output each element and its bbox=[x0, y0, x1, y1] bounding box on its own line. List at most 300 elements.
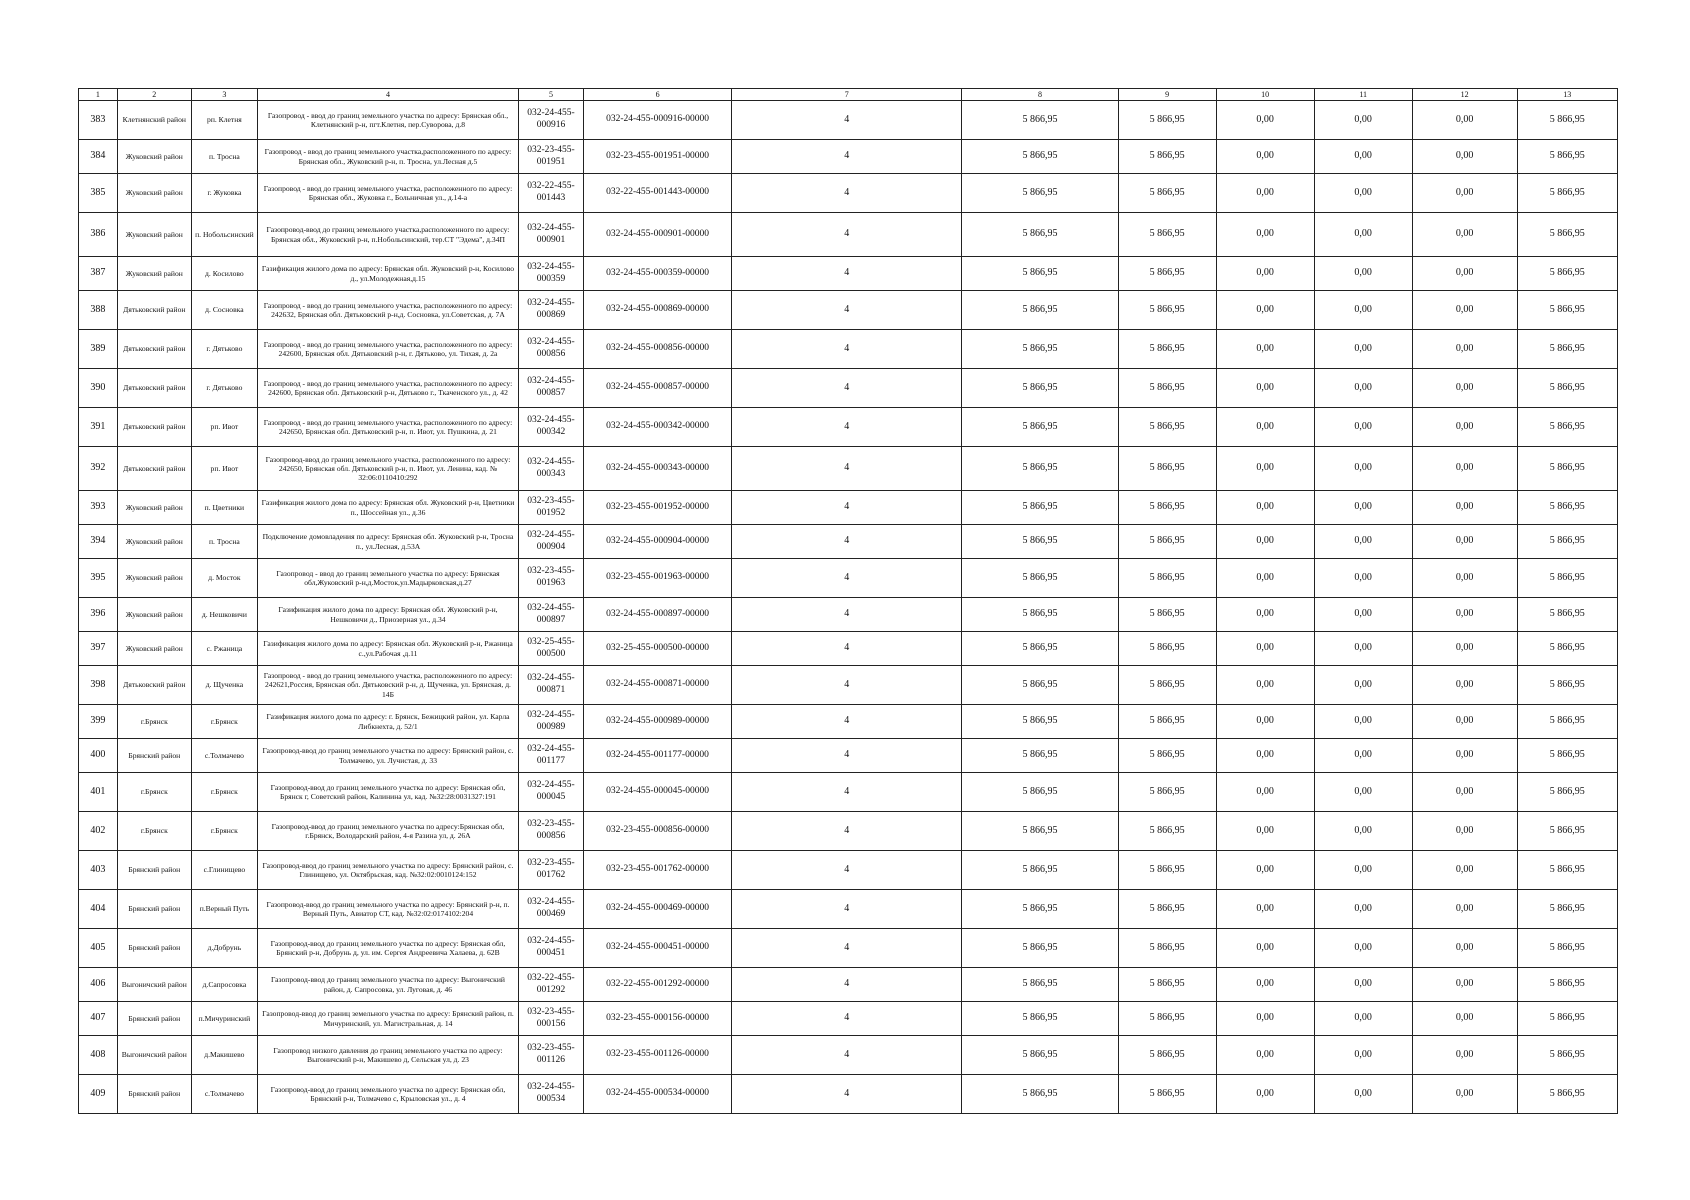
column-9-value: 5 866,95 bbox=[1118, 929, 1216, 968]
column-11-value: 0,00 bbox=[1314, 739, 1412, 773]
row-number: 398 bbox=[79, 666, 118, 705]
object-id-cell: 032-23-455-001951-00000 bbox=[583, 140, 731, 174]
district-cell: Брянский район bbox=[117, 851, 191, 890]
column-10-value: 0,00 bbox=[1216, 598, 1314, 632]
row-number: 391 bbox=[79, 408, 118, 447]
column-11-value: 0,00 bbox=[1314, 559, 1412, 598]
column-10-value: 0,00 bbox=[1216, 773, 1314, 812]
column-13-value: 5 866,95 bbox=[1517, 773, 1617, 812]
column-13-value: 5 866,95 bbox=[1517, 598, 1617, 632]
cadastral-number-cell: 032-24-455-000469 bbox=[519, 890, 584, 929]
object-address-cell: Газопровод-ввод до границ земельного участка по адресу: Брянский район, с. Глинищево, ул. Октябрьская, кад. №32:02:0010124:152 bbox=[257, 851, 518, 890]
column-10-value: 0,00 bbox=[1216, 1002, 1314, 1036]
object-address-cell: Газопровод-ввод до границ земельного участка по адресу:Брянская обл, г.Брянск, Володарский район, 4-я Разина ул, д. 26А bbox=[257, 812, 518, 851]
column-11-value: 0,00 bbox=[1314, 632, 1412, 666]
column-9-value: 5 866,95 bbox=[1118, 101, 1216, 140]
column-10-value: 0,00 bbox=[1216, 929, 1314, 968]
column-12-value: 0,00 bbox=[1412, 1036, 1517, 1075]
column-10-value: 0,00 bbox=[1216, 291, 1314, 330]
cadastral-number-cell: 032-23-455-001951 bbox=[519, 140, 584, 174]
column-11-value: 0,00 bbox=[1314, 1002, 1412, 1036]
column-10-value: 0,00 bbox=[1216, 525, 1314, 559]
column-12-value: 0,00 bbox=[1412, 851, 1517, 890]
column-8-value: 5 866,95 bbox=[962, 1036, 1118, 1075]
column-12-value: 0,00 bbox=[1412, 705, 1517, 739]
column-10-value: 0,00 bbox=[1216, 1036, 1314, 1075]
locality-cell: г. Жуковка bbox=[191, 174, 257, 213]
column-13-value: 5 866,95 bbox=[1517, 1075, 1617, 1114]
column-13-value: 5 866,95 bbox=[1517, 851, 1617, 890]
column-7-value: 4 bbox=[732, 369, 962, 408]
column-9-value: 5 866,95 bbox=[1118, 174, 1216, 213]
column-13-value: 5 866,95 bbox=[1517, 1002, 1617, 1036]
column-8-value: 5 866,95 bbox=[962, 890, 1118, 929]
object-address-cell: Газопровод-ввод до границ земельного участка по адресу: Брянская обл, Брянский р-н, Толмачево с, Крыловская ул., д. 4 bbox=[257, 1075, 518, 1114]
district-cell: Жуковский район bbox=[117, 632, 191, 666]
object-id-cell: 032-24-455-001177-00000 bbox=[583, 739, 731, 773]
column-10-value: 0,00 bbox=[1216, 812, 1314, 851]
table-row bbox=[79, 890, 1618, 929]
column-number-row bbox=[79, 89, 1618, 101]
district-cell: Брянский район bbox=[117, 1002, 191, 1036]
object-address-cell: Газопровод - ввод до границ земельного участка по адресу: Брянская обл., Клетнянский р-н, пгт.Клетня, пер.Суворова, д.8 bbox=[257, 101, 518, 140]
cadastral-number-cell: 032-25-455-000500 bbox=[519, 632, 584, 666]
cadastral-number-cell: 032-24-455-000045 bbox=[519, 773, 584, 812]
column-10-value: 0,00 bbox=[1216, 851, 1314, 890]
column-10-value: 0,00 bbox=[1216, 666, 1314, 705]
column-8-value: 5 866,95 bbox=[962, 408, 1118, 447]
column-10-value: 0,00 bbox=[1216, 705, 1314, 739]
cadastral-number-cell: 032-24-455-000871 bbox=[519, 666, 584, 705]
cadastral-number-cell: 032-22-455-001292 bbox=[519, 968, 584, 1002]
row-number: 390 bbox=[79, 369, 118, 408]
object-address-cell: Газопровод-ввод до границ земельного участка по адресу: Брянский р-н, п. Верный Путь, Авиатор СТ, кад. №32:02:0174102:204 bbox=[257, 890, 518, 929]
column-7-value: 4 bbox=[732, 408, 962, 447]
row-number: 402 bbox=[79, 812, 118, 851]
table-row bbox=[79, 291, 1618, 330]
column-9-value: 5 866,95 bbox=[1118, 666, 1216, 705]
district-cell: Брянский район bbox=[117, 929, 191, 968]
column-11-value: 0,00 bbox=[1314, 851, 1412, 890]
column-13-value: 5 866,95 bbox=[1517, 447, 1617, 491]
locality-cell: с.Толмачево bbox=[191, 739, 257, 773]
column-8-value: 5 866,95 bbox=[962, 213, 1118, 257]
locality-cell: д. Косилово bbox=[191, 257, 257, 291]
locality-cell: п. Тросна bbox=[191, 525, 257, 559]
column-header: 8 bbox=[962, 89, 1118, 101]
row-number: 400 bbox=[79, 739, 118, 773]
object-address-cell: Газопровод-ввод до границ земельного участка, расположенного по адресу: 242650, Брянская обл. Дятьковский р-н, п. Ивот, ул. Ленина, кад. № 32:06:0110410:292 bbox=[257, 447, 518, 491]
cadastral-number-cell: 032-23-455-001963 bbox=[519, 559, 584, 598]
column-7-value: 4 bbox=[732, 929, 962, 968]
locality-cell: с.Глинищево bbox=[191, 851, 257, 890]
object-id-cell: 032-24-455-000869-00000 bbox=[583, 291, 731, 330]
table-row bbox=[79, 408, 1618, 447]
table-row bbox=[79, 773, 1618, 812]
table-row bbox=[79, 632, 1618, 666]
column-10-value: 0,00 bbox=[1216, 890, 1314, 929]
table-row bbox=[79, 1036, 1618, 1075]
table-row bbox=[79, 812, 1618, 851]
column-10-value: 0,00 bbox=[1216, 632, 1314, 666]
column-8-value: 5 866,95 bbox=[962, 1002, 1118, 1036]
object-id-cell: 032-24-455-000989-00000 bbox=[583, 705, 731, 739]
column-7-value: 4 bbox=[732, 213, 962, 257]
column-header: 3 bbox=[191, 89, 257, 101]
column-8-value: 5 866,95 bbox=[962, 525, 1118, 559]
district-cell: Клетнянский район bbox=[117, 101, 191, 140]
table-body bbox=[79, 101, 1618, 1114]
column-10-value: 0,00 bbox=[1216, 330, 1314, 369]
column-8-value: 5 866,95 bbox=[962, 705, 1118, 739]
locality-cell: г.Брянск bbox=[191, 705, 257, 739]
object-id-cell: 032-25-455-000500-00000 bbox=[583, 632, 731, 666]
column-9-value: 5 866,95 bbox=[1118, 140, 1216, 174]
column-header: 7 bbox=[732, 89, 962, 101]
column-11-value: 0,00 bbox=[1314, 213, 1412, 257]
district-cell: Жуковский район bbox=[117, 559, 191, 598]
locality-cell: д. Сосновка bbox=[191, 291, 257, 330]
object-address-cell: Газификация жилого дома по адресу: Брянская обл. Жуковский р-н, Нешковичи д., Приозерная ул., д.34 bbox=[257, 598, 518, 632]
column-13-value: 5 866,95 bbox=[1517, 929, 1617, 968]
locality-cell: п. Троснa bbox=[191, 140, 257, 174]
column-12-value: 0,00 bbox=[1412, 559, 1517, 598]
cadastral-number-cell: 032-24-455-000856 bbox=[519, 330, 584, 369]
column-13-value: 5 866,95 bbox=[1517, 632, 1617, 666]
column-9-value: 5 866,95 bbox=[1118, 1036, 1216, 1075]
column-12-value: 0,00 bbox=[1412, 291, 1517, 330]
column-7-value: 4 bbox=[732, 890, 962, 929]
object-id-cell: 032-23-455-001762-00000 bbox=[583, 851, 731, 890]
column-12-value: 0,00 bbox=[1412, 408, 1517, 447]
column-12-value: 0,00 bbox=[1412, 330, 1517, 369]
column-7-value: 4 bbox=[732, 525, 962, 559]
object-address-cell: Газопровод - ввод до границ земельного участка,расположенного по адресу: Брянская обл., Жуковский р-н, п. Троснa, ул.Лесная д.5 bbox=[257, 140, 518, 174]
table-row bbox=[79, 559, 1618, 598]
row-number: 387 bbox=[79, 257, 118, 291]
row-number: 395 bbox=[79, 559, 118, 598]
column-7-value: 4 bbox=[732, 666, 962, 705]
column-8-value: 5 866,95 bbox=[962, 739, 1118, 773]
column-12-value: 0,00 bbox=[1412, 491, 1517, 525]
table-row bbox=[79, 447, 1618, 491]
district-cell: Дятьковский район bbox=[117, 447, 191, 491]
column-9-value: 5 866,95 bbox=[1118, 739, 1216, 773]
column-13-value: 5 866,95 bbox=[1517, 291, 1617, 330]
locality-cell: д. Щученка bbox=[191, 666, 257, 705]
object-address-cell: Газопровод - ввод до границ земельного участка, расположенного по адресу: Брянская обл., Жуковка г., Больничная ул., д.14-а bbox=[257, 174, 518, 213]
column-header: 10 bbox=[1216, 89, 1314, 101]
object-address-cell: Газопровод - ввод до границ земельного участка, расположенного по адресу: 242650, Брянская обл. Дятьковский р-н, п. Ивот, ул. Пушкина, д. 21 bbox=[257, 408, 518, 447]
object-address-cell: Газопровод - ввод до границ земельного участка, расположенного по адресу: 242621,Россия, Брянская обл. Дятьковский р-н, д. Щученка, ул. Брянская, д. 14Б bbox=[257, 666, 518, 705]
column-7-value: 4 bbox=[732, 812, 962, 851]
column-11-value: 0,00 bbox=[1314, 140, 1412, 174]
cadastral-number-cell: 032-24-455-000916 bbox=[519, 101, 584, 140]
column-11-value: 0,00 bbox=[1314, 257, 1412, 291]
column-9-value: 5 866,95 bbox=[1118, 369, 1216, 408]
column-13-value: 5 866,95 bbox=[1517, 330, 1617, 369]
column-7-value: 4 bbox=[732, 101, 962, 140]
column-7-value: 4 bbox=[732, 174, 962, 213]
column-11-value: 0,00 bbox=[1314, 890, 1412, 929]
column-7-value: 4 bbox=[732, 739, 962, 773]
table-row bbox=[79, 174, 1618, 213]
locality-cell: п.Мичуринский bbox=[191, 1002, 257, 1036]
column-8-value: 5 866,95 bbox=[962, 369, 1118, 408]
row-number: 384 bbox=[79, 140, 118, 174]
table-row bbox=[79, 369, 1618, 408]
column-8-value: 5 866,95 bbox=[962, 174, 1118, 213]
column-12-value: 0,00 bbox=[1412, 812, 1517, 851]
row-number: 383 bbox=[79, 101, 118, 140]
cadastral-number-cell: 032-23-455-000156 bbox=[519, 1002, 584, 1036]
table-row bbox=[79, 257, 1618, 291]
column-12-value: 0,00 bbox=[1412, 890, 1517, 929]
column-11-value: 0,00 bbox=[1314, 369, 1412, 408]
column-8-value: 5 866,95 bbox=[962, 257, 1118, 291]
column-12-value: 0,00 bbox=[1412, 525, 1517, 559]
column-11-value: 0,00 bbox=[1314, 491, 1412, 525]
row-number: 388 bbox=[79, 291, 118, 330]
column-header: 4 bbox=[257, 89, 518, 101]
column-9-value: 5 866,95 bbox=[1118, 1002, 1216, 1036]
registry-table bbox=[78, 88, 1618, 1114]
column-12-value: 0,00 bbox=[1412, 213, 1517, 257]
object-address-cell: Газопровод - ввод до границ земельного участка, расположенного по адресу: 242600, Брянская обл. Дятьковский р-н, г. Дятьково, ул. Тихая, д. 2а bbox=[257, 330, 518, 369]
column-9-value: 5 866,95 bbox=[1118, 525, 1216, 559]
district-cell: г.Брянск bbox=[117, 812, 191, 851]
column-7-value: 4 bbox=[732, 705, 962, 739]
object-id-cell: 032-24-455-000342-00000 bbox=[583, 408, 731, 447]
cadastral-number-cell: 032-24-455-000897 bbox=[519, 598, 584, 632]
district-cell: Жуковский район bbox=[117, 213, 191, 257]
district-cell: Жуковский район bbox=[117, 140, 191, 174]
row-number: 393 bbox=[79, 491, 118, 525]
cadastral-number-cell: 032-23-455-001952 bbox=[519, 491, 584, 525]
column-11-value: 0,00 bbox=[1314, 1036, 1412, 1075]
object-address-cell: Газификация жилого дома по адресу: г. Брянск, Бежицкий район, ул. Карла Либкнехта, д. 52/1 bbox=[257, 705, 518, 739]
column-13-value: 5 866,95 bbox=[1517, 140, 1617, 174]
district-cell: Дятьковский район bbox=[117, 666, 191, 705]
column-9-value: 5 866,95 bbox=[1118, 968, 1216, 1002]
column-9-value: 5 866,95 bbox=[1118, 851, 1216, 890]
column-13-value: 5 866,95 bbox=[1517, 101, 1617, 140]
column-7-value: 4 bbox=[732, 1036, 962, 1075]
column-13-value: 5 866,95 bbox=[1517, 705, 1617, 739]
object-address-cell: Газификация жилого дома по адресу: Брянская обл. Жуковский р-н, Косилово д., ул.Молодежная,д.15 bbox=[257, 257, 518, 291]
column-10-value: 0,00 bbox=[1216, 491, 1314, 525]
column-12-value: 0,00 bbox=[1412, 1075, 1517, 1114]
table-row bbox=[79, 666, 1618, 705]
column-13-value: 5 866,95 bbox=[1517, 408, 1617, 447]
column-12-value: 0,00 bbox=[1412, 101, 1517, 140]
column-8-value: 5 866,95 bbox=[962, 929, 1118, 968]
column-7-value: 4 bbox=[732, 447, 962, 491]
column-header: 6 bbox=[583, 89, 731, 101]
column-12-value: 0,00 bbox=[1412, 929, 1517, 968]
column-12-value: 0,00 bbox=[1412, 174, 1517, 213]
column-8-value: 5 866,95 bbox=[962, 1075, 1118, 1114]
column-8-value: 5 866,95 bbox=[962, 851, 1118, 890]
object-id-cell: 032-24-455-000897-00000 bbox=[583, 598, 731, 632]
cadastral-number-cell: 032-24-455-000901 bbox=[519, 213, 584, 257]
column-13-value: 5 866,95 bbox=[1517, 213, 1617, 257]
locality-cell: п.Верный Путь bbox=[191, 890, 257, 929]
column-10-value: 0,00 bbox=[1216, 213, 1314, 257]
column-11-value: 0,00 bbox=[1314, 598, 1412, 632]
district-cell: Жуковский район bbox=[117, 257, 191, 291]
column-10-value: 0,00 bbox=[1216, 174, 1314, 213]
object-id-cell: 032-23-455-000856-00000 bbox=[583, 812, 731, 851]
object-address-cell: Газопровод - ввод до границ земельного участка, расположенного по адресу: 242600, Брянская обл. Дятьковский р-н, Дятьково г., Ткаченского ул., д. 42 bbox=[257, 369, 518, 408]
column-13-value: 5 866,95 bbox=[1517, 890, 1617, 929]
column-12-value: 0,00 bbox=[1412, 369, 1517, 408]
locality-cell: д.Добрунь bbox=[191, 929, 257, 968]
cadastral-number-cell: 032-24-455-000343 bbox=[519, 447, 584, 491]
table-row bbox=[79, 525, 1618, 559]
column-12-value: 0,00 bbox=[1412, 666, 1517, 705]
object-address-cell: Газопровод-ввод до границ земельного участка по адресу: Брянская обл, Брянск г, Советский район, Калинина ул, кад. №32:28:0031327:191 bbox=[257, 773, 518, 812]
column-10-value: 0,00 bbox=[1216, 1075, 1314, 1114]
locality-cell: г. Дятьково bbox=[191, 330, 257, 369]
district-cell: Жуковский район bbox=[117, 598, 191, 632]
object-id-cell: 032-24-455-000045-00000 bbox=[583, 773, 731, 812]
cadastral-number-cell: 032-24-455-001177 bbox=[519, 739, 584, 773]
object-id-cell: 032-23-455-001963-00000 bbox=[583, 559, 731, 598]
locality-cell: д. Мосток bbox=[191, 559, 257, 598]
locality-cell: с.Толмачево bbox=[191, 1075, 257, 1114]
object-address-cell: Газопровод-ввод до границ земельного участка по адресу: Брянская обл, Брянский р-н, Добрунь д, ул. им. Сергея Андреевича Халаева, д. 62В bbox=[257, 929, 518, 968]
object-id-cell: 032-24-455-000343-00000 bbox=[583, 447, 731, 491]
column-9-value: 5 866,95 bbox=[1118, 559, 1216, 598]
column-12-value: 0,00 bbox=[1412, 1002, 1517, 1036]
district-cell: Жуковский район bbox=[117, 491, 191, 525]
column-8-value: 5 866,95 bbox=[962, 559, 1118, 598]
row-number: 407 bbox=[79, 1002, 118, 1036]
column-13-value: 5 866,95 bbox=[1517, 257, 1617, 291]
column-12-value: 0,00 bbox=[1412, 140, 1517, 174]
object-id-cell: 032-24-455-000359-00000 bbox=[583, 257, 731, 291]
cadastral-number-cell: 032-24-455-000904 bbox=[519, 525, 584, 559]
district-cell: Выгоничский район bbox=[117, 968, 191, 1002]
object-address-cell: Газопровод низкого давления до границ земельного участка по адресу: Выгоничский р-н, Макишево д, Сельская ул, д. 23 bbox=[257, 1036, 518, 1075]
column-10-value: 0,00 bbox=[1216, 101, 1314, 140]
column-10-value: 0,00 bbox=[1216, 140, 1314, 174]
cadastral-number-cell: 032-23-455-001126 bbox=[519, 1036, 584, 1075]
column-11-value: 0,00 bbox=[1314, 1075, 1412, 1114]
column-11-value: 0,00 bbox=[1314, 101, 1412, 140]
column-8-value: 5 866,95 bbox=[962, 101, 1118, 140]
column-header: 11 bbox=[1314, 89, 1412, 101]
column-10-value: 0,00 bbox=[1216, 559, 1314, 598]
cadastral-number-cell: 032-24-455-000359 bbox=[519, 257, 584, 291]
district-cell: г.Брянск bbox=[117, 705, 191, 739]
object-address-cell: Газопровод-ввод до границ земельного участка по адресу: Выгоничский район, д. Сапросовка, ул. Луговая, д. 46 bbox=[257, 968, 518, 1002]
column-11-value: 0,00 bbox=[1314, 773, 1412, 812]
column-8-value: 5 866,95 bbox=[962, 330, 1118, 369]
table-row bbox=[79, 1075, 1618, 1114]
column-7-value: 4 bbox=[732, 1075, 962, 1114]
column-8-value: 5 866,95 bbox=[962, 447, 1118, 491]
cadastral-number-cell: 032-24-455-000869 bbox=[519, 291, 584, 330]
table-row bbox=[79, 929, 1618, 968]
column-header: 2 bbox=[117, 89, 191, 101]
object-id-cell: 032-24-455-000534-00000 bbox=[583, 1075, 731, 1114]
column-11-value: 0,00 bbox=[1314, 968, 1412, 1002]
cadastral-number-cell: 032-23-455-000856 bbox=[519, 812, 584, 851]
column-13-value: 5 866,95 bbox=[1517, 968, 1617, 1002]
district-cell: Брянский район bbox=[117, 1075, 191, 1114]
locality-cell: п. Цветники bbox=[191, 491, 257, 525]
object-id-cell: 032-22-455-001443-00000 bbox=[583, 174, 731, 213]
column-7-value: 4 bbox=[732, 968, 962, 1002]
column-7-value: 4 bbox=[732, 140, 962, 174]
column-9-value: 5 866,95 bbox=[1118, 330, 1216, 369]
column-11-value: 0,00 bbox=[1314, 666, 1412, 705]
column-13-value: 5 866,95 bbox=[1517, 559, 1617, 598]
column-8-value: 5 866,95 bbox=[962, 773, 1118, 812]
column-9-value: 5 866,95 bbox=[1118, 491, 1216, 525]
locality-cell: г.Брянск bbox=[191, 812, 257, 851]
column-11-value: 0,00 bbox=[1314, 174, 1412, 213]
column-12-value: 0,00 bbox=[1412, 968, 1517, 1002]
column-8-value: 5 866,95 bbox=[962, 666, 1118, 705]
object-address-cell: Подключение домовладения по адресу: Брянская обл. Жуковский р-н, Тросна п., ул.Лесная, д.53А bbox=[257, 525, 518, 559]
column-7-value: 4 bbox=[732, 559, 962, 598]
row-number: 385 bbox=[79, 174, 118, 213]
column-13-value: 5 866,95 bbox=[1517, 491, 1617, 525]
locality-cell: п. Нобольсинский bbox=[191, 213, 257, 257]
district-cell: Брянский район bbox=[117, 890, 191, 929]
column-header: 13 bbox=[1517, 89, 1617, 101]
district-cell: Дятьковский район bbox=[117, 291, 191, 330]
column-10-value: 0,00 bbox=[1216, 447, 1314, 491]
column-8-value: 5 866,95 bbox=[962, 968, 1118, 1002]
object-address-cell: Газификация жилого дома по адресу: Брянская обл. Жуковский р-н, Ржаница с.,ул.Рабочая ,д.11 bbox=[257, 632, 518, 666]
column-9-value: 5 866,95 bbox=[1118, 1075, 1216, 1114]
row-number: 389 bbox=[79, 330, 118, 369]
object-address-cell: Газопровод - ввод до границ земельного участка по адресу: Брянская обл,Жуковский р-н,д.Мосток,ул.Мадырковская,д.27 bbox=[257, 559, 518, 598]
object-id-cell: 032-24-455-000469-00000 bbox=[583, 890, 731, 929]
column-11-value: 0,00 bbox=[1314, 705, 1412, 739]
locality-cell: рп. Ивот bbox=[191, 447, 257, 491]
column-header: 12 bbox=[1412, 89, 1517, 101]
column-9-value: 5 866,95 bbox=[1118, 291, 1216, 330]
column-13-value: 5 866,95 bbox=[1517, 525, 1617, 559]
locality-cell: г. Дятьково bbox=[191, 369, 257, 408]
column-header: 5 bbox=[519, 89, 584, 101]
object-id-cell: 032-23-455-001952-00000 bbox=[583, 491, 731, 525]
column-12-value: 0,00 bbox=[1412, 447, 1517, 491]
column-7-value: 4 bbox=[732, 257, 962, 291]
column-8-value: 5 866,95 bbox=[962, 491, 1118, 525]
row-number: 408 bbox=[79, 1036, 118, 1075]
column-11-value: 0,00 bbox=[1314, 447, 1412, 491]
column-9-value: 5 866,95 bbox=[1118, 408, 1216, 447]
column-10-value: 0,00 bbox=[1216, 369, 1314, 408]
column-9-value: 5 866,95 bbox=[1118, 812, 1216, 851]
column-7-value: 4 bbox=[732, 632, 962, 666]
district-cell: Выгоничский район bbox=[117, 1036, 191, 1075]
table-row bbox=[79, 739, 1618, 773]
row-number: 397 bbox=[79, 632, 118, 666]
table-row bbox=[79, 140, 1618, 174]
column-8-value: 5 866,95 bbox=[962, 598, 1118, 632]
column-13-value: 5 866,95 bbox=[1517, 1036, 1617, 1075]
row-number: 409 bbox=[79, 1075, 118, 1114]
column-13-value: 5 866,95 bbox=[1517, 174, 1617, 213]
column-12-value: 0,00 bbox=[1412, 257, 1517, 291]
